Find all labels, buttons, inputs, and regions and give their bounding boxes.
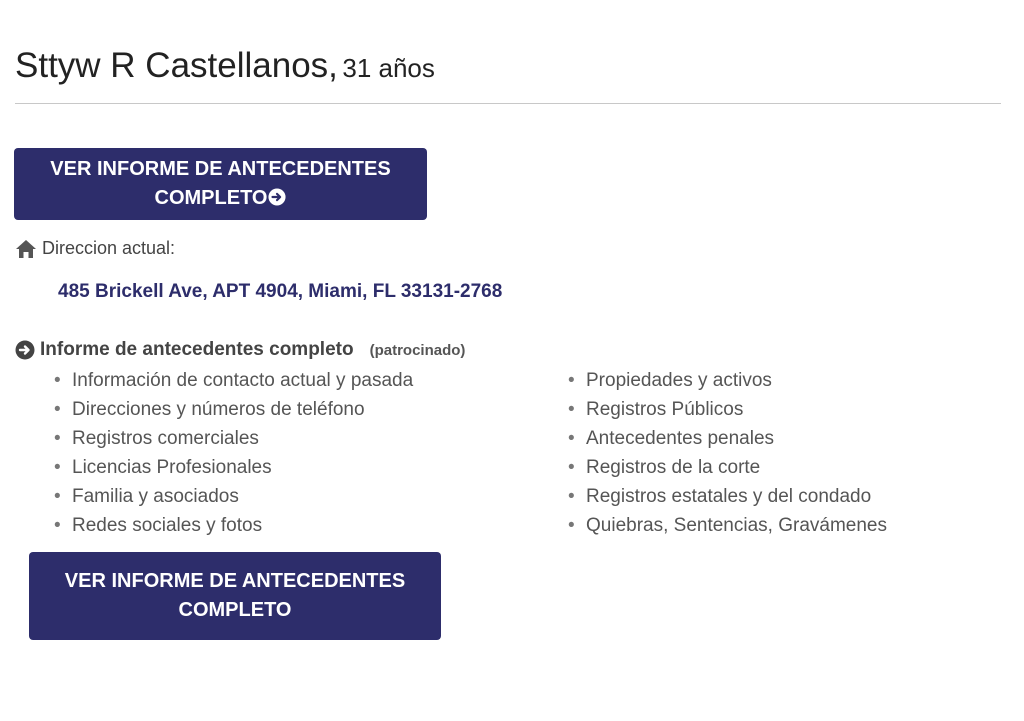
current-address-label-text: Direccion actual:	[42, 238, 176, 258]
list-item: • Registros Públicos	[568, 395, 887, 424]
list-item: • Registros de la corte	[568, 453, 887, 482]
current-address-label	[15, 238, 175, 259]
view-full-report-button-top[interactable]	[14, 148, 427, 220]
report-title: Informe de antecedentes completo	[40, 339, 354, 360]
home-icon	[15, 239, 37, 259]
person-age: 31 años	[342, 53, 435, 83]
sponsored-tag: (patrocinado)	[369, 341, 466, 359]
report-features-right	[568, 366, 887, 540]
view-full-report-label-bottom: VER INFORME DE ANTECEDENTES COMPLETO	[64, 570, 406, 621]
view-full-report-button-bottom[interactable]	[29, 552, 441, 640]
list-item: • Familia y asociados	[54, 482, 413, 511]
report-features-left	[54, 366, 413, 540]
person-name: Sttyw R Castellanos,	[15, 46, 338, 85]
list-item: • Información de contacto actual y pasada	[54, 366, 413, 395]
list-item: • Registros comerciales	[54, 424, 413, 453]
report-heading	[15, 339, 465, 361]
list-item: • Direcciones y números de teléfono	[54, 395, 413, 424]
header-divider	[15, 103, 1001, 104]
list-item: • Redes sociales y fotos	[54, 511, 413, 540]
list-item: • Antecedentes penales	[568, 424, 887, 453]
list-item: • Registros estatales y del condado	[568, 482, 887, 511]
list-item: • Licencias Profesionales	[54, 453, 413, 482]
circle-arrow-right-icon	[268, 188, 286, 206]
list-item: • Propiedades y activos	[568, 366, 887, 395]
profile-header	[15, 44, 1001, 88]
current-address-value: 485 Brickell Ave, APT 4904, Miami, FL 33131-2768	[58, 281, 503, 302]
list-item: • Quiebras, Sentencias, Gravámenes	[568, 511, 887, 540]
view-full-report-label-top: VER INFORME DE ANTECEDENTES COMPLETO	[50, 158, 391, 209]
circle-arrow-right-icon	[15, 340, 35, 360]
